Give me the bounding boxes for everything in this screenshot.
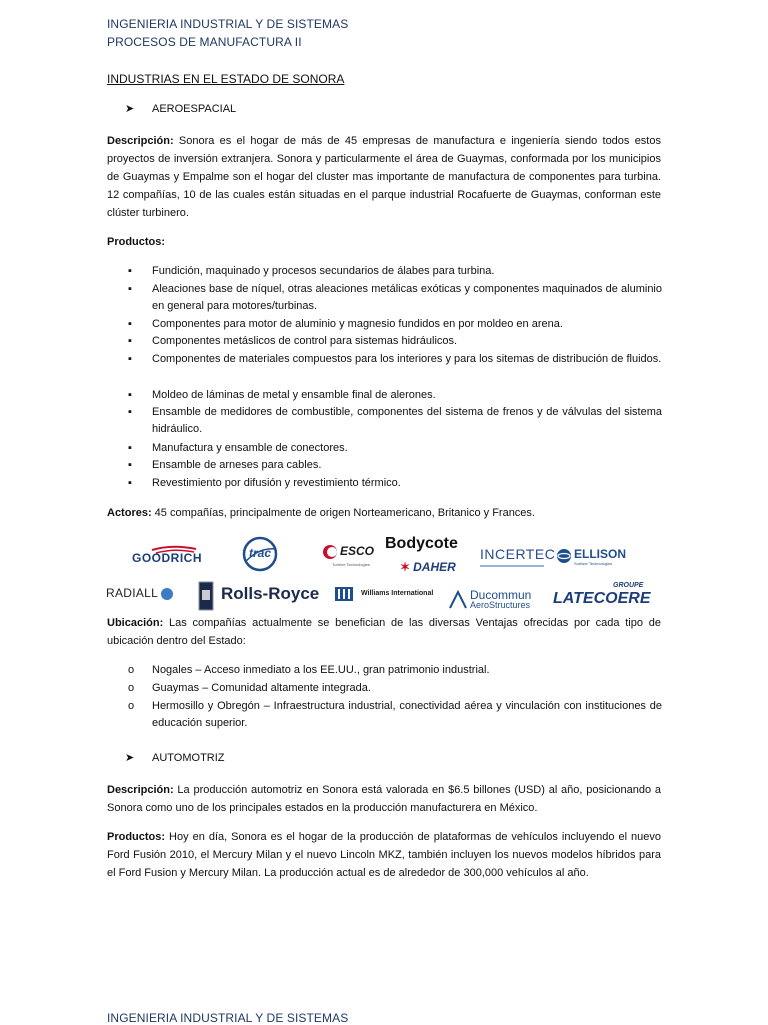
goodrich-logo: GOODRICH: [132, 545, 202, 567]
ducommun-logo: Ducommun AeroStructures: [448, 588, 550, 612]
square-bullet-icon: ▪: [128, 459, 132, 471]
square-bullet-icon: ▪: [128, 477, 132, 489]
trac-logo: trac: [240, 535, 280, 573]
aero-actors: [107, 504, 661, 522]
section-heading-automotriz: ➤ AUTOMOTRIZ: [125, 752, 225, 764]
ellison-logo: ELLISON Surface Technologies: [556, 547, 628, 571]
aero-location: [107, 614, 661, 650]
esco-logo: ESCO Turbine Technologies: [322, 542, 380, 570]
auto-description-text: La producción automotriz en Sonora está valorada en $6.5 billones (USD) al año, posicionando a Sonora como uno de los principales estados en la producción manufacturera en México.: [107, 784, 661, 814]
aero-location-label: Ubicación:: [107, 617, 164, 629]
auto-products: [107, 828, 661, 882]
square-bullet-icon: ▪: [128, 406, 132, 418]
header-line-2: PROCESOS DE MANUFACTURA II: [107, 35, 302, 49]
list-item: ▪ Ensamble de medidores de combustible, componentes del sistema de frenos y de válvulas del sistema hidráulico.: [128, 406, 662, 435]
circle-bullet-icon: o: [128, 682, 135, 694]
list-item: o Nogales – Acceso inmediato a los EE.UU., gran patrimonio industrial.: [128, 662, 662, 679]
williams-logo: Williams International: [335, 587, 453, 603]
auto-description-label: Descripción:: [107, 784, 174, 796]
aero-description: [107, 132, 661, 222]
aero-actors-text: 45 compañías, principalmente de origen Norteamericano, Britanico y Frances.: [151, 507, 535, 519]
circle-bullet-icon: o: [128, 700, 135, 712]
list-item: ▪ Componentes para motor de aluminio y magnesio fundidos en por moldeo en arena.: [128, 316, 662, 333]
rolls-royce-logo: Rolls-Royce: [221, 584, 320, 603]
square-bullet-icon: ▪: [128, 442, 132, 454]
header-line-1: INGENIERIA INDUSTRIAL Y DE SISTEMAS: [107, 17, 349, 31]
list-item: ▪ Componentes de materiales compuestos para los interiores y para los sitemas de distribución de fluidos.: [128, 351, 662, 368]
rolls-royce-badge-icon: [198, 581, 214, 611]
footer-line-1: INGENIERIA INDUSTRIAL Y DE SISTEMAS: [107, 1011, 349, 1025]
aero-actors-label: Actores:: [107, 507, 152, 519]
list-item: ▪ Fundición, maquinado y procesos secundarios de álabes para turbina.: [128, 263, 662, 280]
square-bullet-icon: ▪: [128, 389, 132, 401]
aero-products-label: Productos:: [107, 236, 166, 248]
square-bullet-icon: ▪: [128, 283, 132, 295]
auto-products-text: Hoy en día, Sonora es el hogar de la producción de plataformas de vehículos incluyendo el nuevo Ford Fusión 2010, el Mercury Milan y el nuevo Lincoln MKZ, también incluyen los nuevos modelos híbridos para el Ford Fusion y Mercury Milan. La producción actual es de alrededor de 300,000 vehículos al año.: [107, 831, 661, 879]
aero-description-label: Descripción:: [107, 135, 174, 147]
list-item: ▪ Componentes metáslicos de control para sistemas hidráulicos.: [128, 333, 662, 350]
aero-description-text: Sonora es el hogar de más de 45 empresas de manufactura e ingeniería siendo todos estos proyectos de inversión extranjera. Sonora y particularmente el área de Guaymas, conformada por los municipios de Guaymas y Empalme son el hogar del cluster mas importante de manufactura de componentes para turbina. 12 compañías, 10 de las cuales están situadas en el parque industrial Rocafuerte de Guaymas, conforman este clúster turbinero.: [107, 135, 661, 219]
radiall-logo: RADIALL: [106, 586, 176, 604]
square-bullet-icon: ▪: [128, 265, 132, 277]
arrow-bullet-icon: ➤: [125, 752, 135, 764]
list-item: o Guaymas – Comunidad altamente integrada.: [128, 680, 662, 697]
square-bullet-icon: ▪: [128, 318, 132, 330]
list-item: ▪ Moldeo de láminas de metal y ensamble final de alerones.: [128, 387, 662, 404]
latecoere-logo: GROUPE LATECOERE: [553, 582, 651, 607]
daher-star-icon: ✶: [400, 560, 411, 574]
incertec-logo: INCERTEC: [480, 546, 552, 570]
section-heading-aeroespacial: ➤ AEROESPACIAL: [125, 103, 237, 115]
list-item: ▪ Ensamble de arneses para cables.: [128, 457, 662, 474]
arrow-bullet-icon: ➤: [125, 103, 135, 115]
circle-bullet-icon: o: [128, 664, 135, 676]
bodycote-logo: Bodycote: [385, 535, 458, 552]
square-bullet-icon: ▪: [128, 353, 132, 365]
daher-logo: ✶ DAHER: [400, 560, 456, 574]
aero-location-text: Las compañías actualmente se benefician de las diversas Ventajas ofrecidas por cada tipo de ubicación dentro del Estado:: [107, 617, 661, 647]
list-item: o Hermosillo y Obregón – Infraestructura industrial, conectividad aérea y vinculación con instituciones de educación superior.: [128, 700, 662, 729]
list-item: ▪ Revestimiento por difusión y revestimiento térmico.: [128, 475, 662, 492]
auto-description: [107, 781, 661, 817]
auto-products-label: Productos:: [107, 831, 166, 843]
list-item: ▪ Aleaciones base de níquel, otras aleaciones metálicas exóticas y componentes maquinados de aluminio en general para motores/turbinas.: [128, 283, 662, 312]
list-item: ▪ Manufactura y ensamble de conectores.: [128, 440, 662, 457]
page-title: INDUSTRIAS EN EL ESTADO DE SONORA: [107, 72, 345, 86]
square-bullet-icon: ▪: [128, 335, 132, 347]
